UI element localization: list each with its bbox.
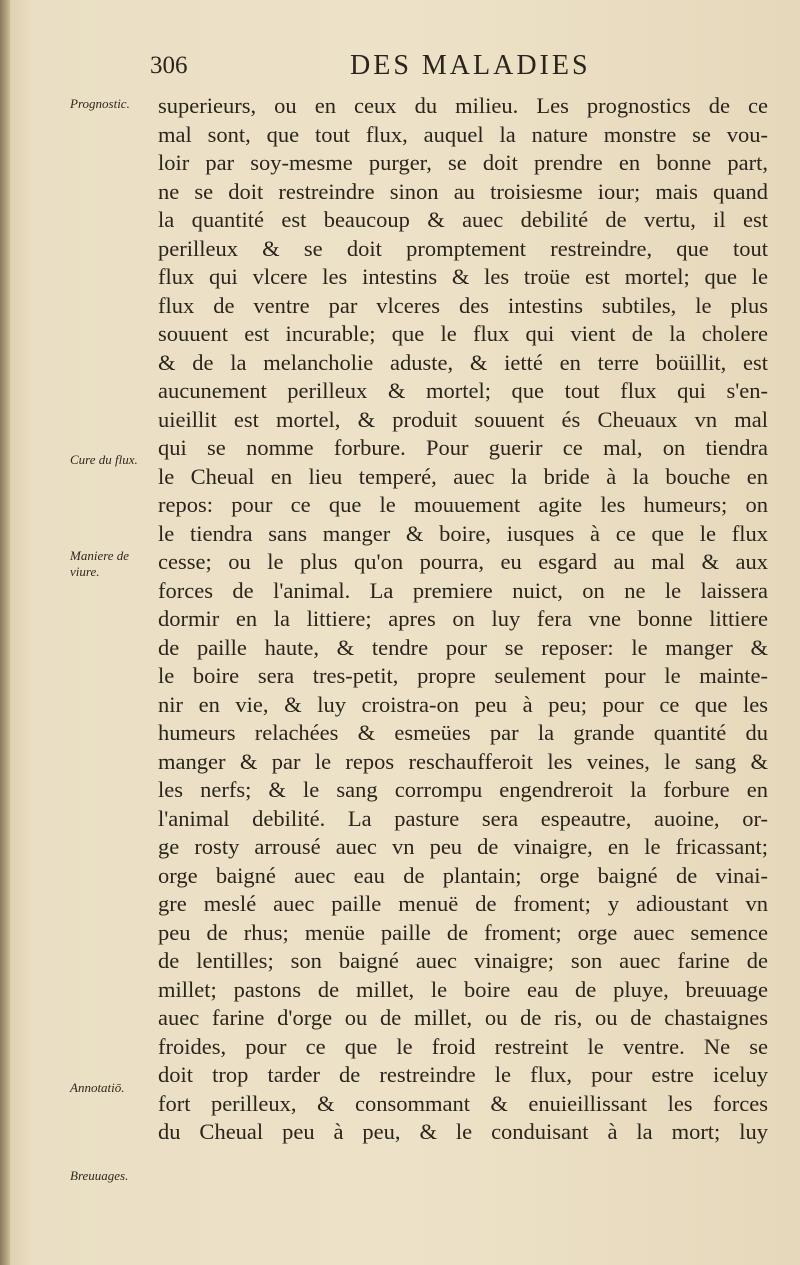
text-line: doit trop tarder de restreindre le flux, pour estre iceluy — [158, 1062, 768, 1087]
text-line: dormir en la littiere; apres on luy fera vne bonne littiere — [158, 606, 768, 631]
margin-note-cure: Cure du flux. — [70, 452, 138, 467]
text-line: millet; pastons de millet, le boire eau de pluye, breuuage — [158, 976, 768, 1002]
text-line: peu de rhus; menüe paille de froment; orge auec semence — [158, 919, 768, 945]
text-line: uieillit est mortel, & produit souuent és Cheuaux vn mal — [158, 406, 768, 432]
text-line: nir en vie, & luy croistra-on peu à peu; pour ce que les — [158, 691, 768, 717]
text-line: de paille haute, & tendre pour se reposer: le manger & — [158, 634, 768, 660]
text-line: souuent est incurable; que le flux qui vient de la cholere — [158, 321, 768, 346]
margin-note-maniere: Maniere de viure. — [70, 548, 130, 579]
text-line: l'animal debilité. La pasture sera espeautre, auoine, or- — [158, 805, 768, 831]
text-line: du Cheual peu à peu, & le conduisant à la mort; luy — [158, 1119, 768, 1144]
text-line: mal sont, que tout flux, auquel la nature monstre se vou- — [158, 121, 768, 147]
text-line: & de la melancholie aduste, & ietté en terre boüillit, est — [158, 349, 768, 375]
text-line: fort perilleux, & consommant & enuieillissant les forces — [158, 1090, 768, 1116]
text-line: auec farine d'orge ou de millet, ou de ris, ou de chastaignes — [158, 1005, 768, 1030]
text-line: les nerfs; & le sang corrompu engendreroit la forbure en — [158, 777, 768, 802]
margin-note-breuuages: Breuuages. — [70, 1168, 129, 1183]
text-line: repos: pour ce que le mouuement agite les humeurs; on — [158, 492, 768, 517]
text-line: gre meslé auec paille menuë de froment; y adioustant vn — [158, 891, 768, 916]
text-line: flux de ventre par vlceres des intestins subtiles, le plus — [158, 292, 768, 318]
text-line: froides, pour ce que le froid restreint le ventre. Ne se — [158, 1033, 768, 1059]
text-line: aucunement perilleux & mortel; que tout flux qui s'en- — [158, 378, 768, 403]
text-line: ne se doit restreindre sinon au troisiesme iour; mais quand — [158, 178, 768, 204]
text-line: loir par soy-mesme purger, se doit prendre en bonne part, — [158, 150, 768, 175]
text-line: forces de l'animal. La premiere nuict, on ne le laissera — [158, 577, 768, 603]
page-header — [150, 48, 670, 88]
text-line: qui se nomme forbure. Pour guerir ce mal, on tiendra — [158, 435, 768, 460]
page-number: 306 — [150, 52, 188, 79]
text-line: flux qui vlcere les intestins & les troüe est mortel; que le — [158, 264, 768, 289]
page-gutter — [0, 0, 10, 1265]
text-line: la quantité est beaucoup & auec debilité de vertu, il est — [158, 207, 768, 232]
text-line: manger & par le repos reschaufferoit les veines, le sang & — [158, 748, 768, 774]
text-line: superieurs, ou en ceux du milieu. Les prognostics de ce — [158, 93, 768, 118]
text-line: de lentilles; son baigné auec vinaigre; son auec farine de — [158, 948, 768, 973]
text-line: le Cheual en lieu temperé, auec la bride à la bouche en — [158, 463, 768, 489]
text-line: ge rosty arrousé auec vn peu de vinaigre, en le fricassant; — [158, 834, 768, 859]
margin-note-prognostic: Prognostic. — [70, 96, 130, 111]
text-line: le boire sera tres-petit, propre seulement pour le mainte- — [158, 663, 768, 688]
text-line: orge baigné auec eau de plantain; orge baigné de vinai- — [158, 862, 768, 888]
text-line: cesse; ou le plus qu'on pourra, eu esgard au mal & aux — [158, 549, 768, 574]
text-line: perilleux & se doit promptement restreindre, que tout — [158, 235, 768, 261]
body-text — [158, 92, 768, 1147]
running-title: DES MALADIES — [350, 50, 591, 81]
margin-note-annotatio: Annotatiō. — [70, 1080, 125, 1095]
text-line: humeurs relachées & esmeües par la grande quantité du — [158, 720, 768, 745]
text-line: le tiendra sans manger & boire, iusques à ce que le flux — [158, 520, 768, 546]
